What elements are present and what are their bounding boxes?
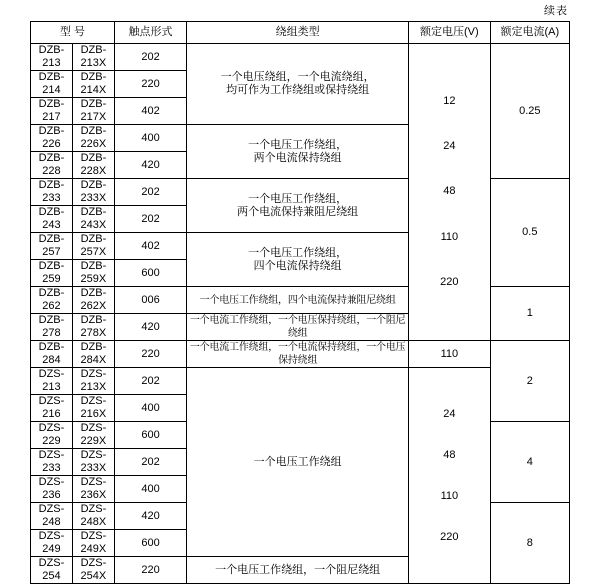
cell-model: DZB-213 [31, 44, 73, 71]
cell-contact-form: 220 [114, 341, 186, 368]
continued-table-label: 续表 [544, 5, 568, 17]
cell-model-variant: DZS-254X [72, 557, 114, 584]
cell-rated-voltage [409, 44, 491, 341]
cell-model-variant: DZS-249X [72, 530, 114, 557]
cell-model: DZS-229 [31, 422, 73, 449]
cell-model-variant: DZB-214X [72, 71, 114, 98]
cell-contact-form: 600 [114, 422, 186, 449]
cell-contact-form: 400 [114, 395, 186, 422]
table-row [31, 368, 570, 395]
cell-contact-form: 202 [114, 206, 186, 233]
table-row [31, 341, 570, 368]
winding-line: 一个电流工作绕组，一个电压保持绕组，一个阻尼绕组 [189, 315, 406, 339]
cell-model: DZS-216 [31, 395, 73, 422]
header-contact-form: 触点形式 [114, 22, 186, 44]
header-rated-voltage: 额定电压(V) [409, 22, 491, 44]
cell-model-variant: DZB-233X [72, 179, 114, 206]
cell-model-variant: DZS-233X [72, 449, 114, 476]
cell-model-variant: DZS-229X [72, 422, 114, 449]
cell-winding-type [187, 557, 409, 584]
cell-model-variant: DZB-213X [72, 44, 114, 71]
cell-model: DZB-233 [31, 179, 73, 206]
cell-rated-current: 4 [490, 422, 569, 503]
cell-contact-form: 220 [114, 557, 186, 584]
cell-model: DZS-213 [31, 368, 73, 395]
cell-model-variant: DZB-284X [72, 341, 114, 368]
cell-contact-form: 420 [114, 503, 186, 530]
header-winding-type: 绕组类型 [187, 22, 409, 44]
cell-contact-form: 202 [114, 368, 186, 395]
cell-winding-type [187, 179, 409, 233]
cell-model-variant: DZS-216X [72, 395, 114, 422]
cell-rated-current: 1 [490, 287, 569, 341]
cell-model: DZS-236 [31, 476, 73, 503]
voltage-value: 110 [440, 230, 459, 243]
cell-model: DZB-284 [31, 341, 73, 368]
cell-model-variant: DZB-243X [72, 206, 114, 233]
cell-contact-form: 420 [114, 314, 186, 341]
cell-contact-form: 202 [114, 44, 186, 71]
cell-model: DZS-248 [31, 503, 73, 530]
cell-model-variant: DZB-226X [72, 125, 114, 152]
cell-model: DZS-233 [31, 449, 73, 476]
cell-contact-form: 600 [114, 260, 186, 287]
cell-winding-type [187, 287, 409, 314]
winding-line: 一个电压工作绕组 [253, 455, 342, 468]
winding-line: 均可作为工作绕组或保持绕组 [226, 84, 370, 96]
table-body [31, 44, 570, 584]
voltage-value: 24 [443, 140, 456, 153]
winding-line: 一个电压工作绕组， [248, 192, 348, 205]
header-model-label: 型 号 [59, 26, 85, 38]
cell-model-variant: DZS-248X [72, 503, 114, 530]
cell-model: DZB-262 [31, 287, 73, 314]
winding-line: 一个电压工作绕组， [248, 246, 348, 259]
winding-line: 一个电流工作绕组，一个电流保持绕组，一个电压保持绕组 [189, 342, 406, 366]
cell-model-variant: DZB-259X [72, 260, 114, 287]
cell-model: DZB-257 [31, 233, 73, 260]
document-page [0, 4, 600, 582]
cell-rated-current: 8 [490, 503, 569, 584]
winding-line: 两个电流保持绕组 [253, 151, 342, 164]
cell-rated-current: 0.25 [490, 44, 569, 179]
cell-rated-current: 0.5 [490, 179, 569, 287]
winding-line: 一个电压绕组，一个电流绕组， [220, 71, 375, 83]
cell-contact-form: 006 [114, 287, 186, 314]
cell-model-variant: DZB-228X [72, 152, 114, 179]
voltage-value: 110 [440, 489, 459, 502]
voltage-value: 24 [443, 407, 456, 420]
table-header [31, 22, 570, 44]
cell-contact-form: 400 [114, 125, 186, 152]
voltage-value: 48 [443, 185, 456, 198]
cell-model: DZB-214 [31, 71, 73, 98]
cell-model: DZB-226 [31, 125, 73, 152]
cell-model-variant: DZB-262X [72, 287, 114, 314]
cell-rated-voltage [409, 341, 491, 368]
voltage-value: 12 [443, 94, 456, 107]
cell-winding-type [187, 314, 409, 341]
cell-winding-type [187, 341, 409, 368]
cell-model: DZB-243 [31, 206, 73, 233]
winding-line: 两个电流保持兼阻尼绕组 [237, 205, 359, 218]
voltage-value: 110 [440, 347, 459, 360]
cell-contact-form: 402 [114, 233, 186, 260]
cell-winding-type [187, 44, 409, 125]
winding-line: 四个电流保持绕组 [253, 259, 342, 272]
cell-contact-form: 220 [114, 71, 186, 98]
cell-model: DZB-278 [31, 314, 73, 341]
cell-rated-current: 2 [490, 341, 569, 422]
cell-model: DZS-254 [31, 557, 73, 584]
voltage-value: 220 [440, 276, 459, 289]
cell-model: DZB-217 [31, 98, 73, 125]
table-header-row [31, 22, 570, 44]
winding-line: 一个电压工作绕组，四个电流保持兼阻尼绕组 [199, 294, 396, 306]
header-model [31, 22, 115, 44]
voltage-value: 220 [440, 530, 459, 543]
winding-line: 一个电压工作绕组， [248, 138, 348, 151]
cell-model-variant: DZB-257X [72, 233, 114, 260]
cell-model-variant: DZB-217X [72, 98, 114, 125]
cell-winding-type [187, 125, 409, 179]
cell-contact-form: 420 [114, 152, 186, 179]
cell-model: DZS-249 [31, 530, 73, 557]
cell-model-variant: DZB-278X [72, 314, 114, 341]
table-row [31, 44, 570, 71]
winding-line: 一个电压工作绕组，一个阻尼绕组 [215, 563, 381, 576]
cell-model: DZB-259 [31, 260, 73, 287]
cell-winding-type [187, 233, 409, 287]
cell-contact-form: 202 [114, 449, 186, 476]
specification-table [30, 21, 570, 584]
cell-contact-form: 202 [114, 179, 186, 206]
cell-contact-form: 600 [114, 530, 186, 557]
voltage-value: 48 [443, 448, 456, 461]
cell-model-variant: DZS-236X [72, 476, 114, 503]
cell-contact-form: 400 [114, 476, 186, 503]
header-rated-current: 额定电流(A) [490, 22, 569, 44]
cell-model: DZB-228 [31, 152, 73, 179]
cell-winding-type [187, 368, 409, 557]
cell-contact-form: 402 [114, 98, 186, 125]
cell-model-variant: DZS-213X [72, 368, 114, 395]
